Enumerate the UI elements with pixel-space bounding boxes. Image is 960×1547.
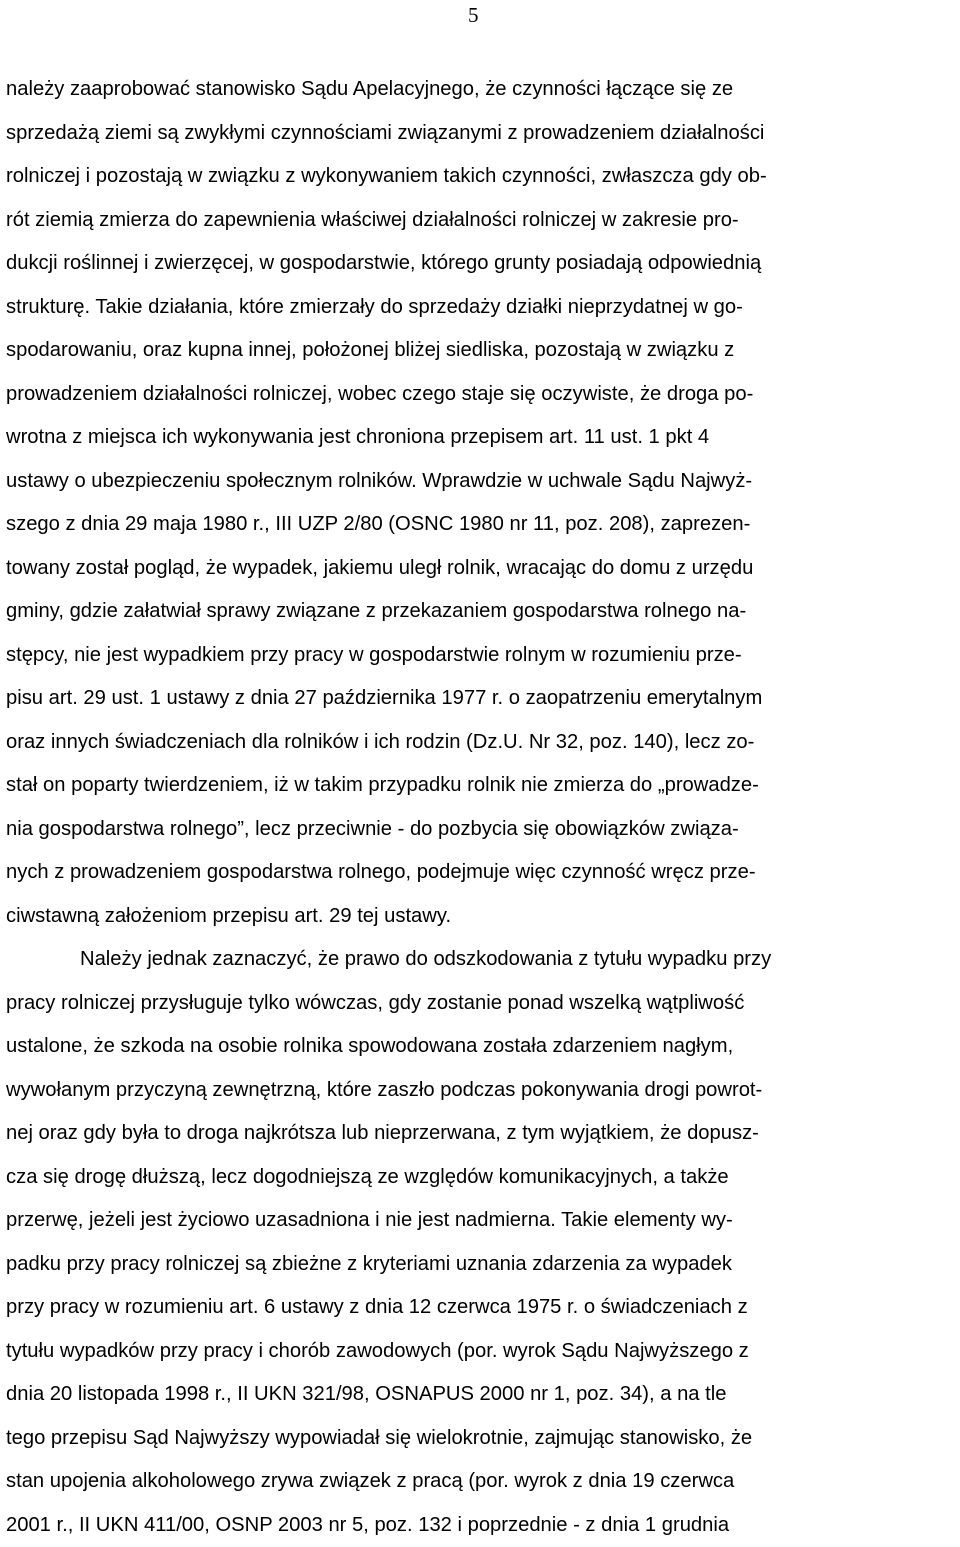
text-line: ustalone, że szkoda na osobie rolnika spowodowana została zdarzeniem nagłym, xyxy=(6,1025,956,1069)
text-line: strukturę. Takie działania, które zmierzały do sprzedaży działki nieprzydatnej w go- xyxy=(6,286,956,330)
text-line: sprzedażą ziemi są zwykłymi czynnościami związanymi z prowadzeniem działalności xyxy=(6,112,956,156)
text-line: stał on poparty twierdzeniem, iż w takim przypadku rolnik nie zmierza do „prowadze- xyxy=(6,764,956,808)
text-line: rolniczej i pozostają w związku z wykonywaniem takich czynności, zwłaszcza gdy ob- xyxy=(6,155,956,199)
paragraph-first-line: Należy jednak zaznaczyć, że prawo do odszkodowania z tytułu wypadku przy xyxy=(6,938,956,982)
text-line: rót ziemią zmierza do zapewnienia właściwej działalności rolniczej w zakresie pro- xyxy=(6,199,956,243)
text-line: ustawy o ubezpieczeniu społecznym rolników. Wprawdzie w uchwale Sądu Najwyż- xyxy=(6,460,956,504)
text-line: gminy, gdzie załatwiał sprawy związane z przekazaniem gospodarstwa rolnego na- xyxy=(6,590,956,634)
text-line: pisu art. 29 ust. 1 ustawy z dnia 27 października 1977 r. o zaopatrzeniu emerytalnym xyxy=(6,677,956,721)
text-line: tytułu wypadków przy pracy i chorób zawodowych (por. wyrok Sądu Najwyższego z xyxy=(6,1330,956,1374)
text-line: nej oraz gdy była to droga najkrótsza lub nieprzerwana, z tym wyjątkiem, że dopusz- xyxy=(6,1112,956,1156)
text-line: dukcji roślinnej i zwierzęcej, w gospodarstwie, którego grunty posiadają odpowiednią xyxy=(6,242,956,286)
text-line: pracy rolniczej przysługuje tylko wówczas, gdy zostanie ponad wszelką wątpliwość xyxy=(6,982,956,1026)
text-line: nia gospodarstwa rolnego”, lecz przeciwnie - do pozbycia się obowiązków związa- xyxy=(6,808,956,852)
text-line: stan upojenia alkoholowego zrywa związek z pracą (por. wyrok z dnia 19 czerwca xyxy=(6,1460,956,1504)
text-line: 2001 r., II UKN 411/00, OSNP 2003 nr 5, poz. 132 i poprzednie - z dnia 1 grudnia xyxy=(6,1504,956,1547)
text-line: cza się drogę dłuższą, lecz dogodniejszą ze względów komunikacyjnych, a także xyxy=(6,1156,956,1200)
text-line: spodarowaniu, oraz kupna innej, położonej bliżej siedliska, pozostają w związku z xyxy=(6,329,956,373)
text-line: prowadzeniem działalności rolniczej, wobec czego staje się oczywiste, że droga po- xyxy=(6,373,956,417)
text-line: tego przepisu Sąd Najwyższy wypowiadał się wielokrotnie, zajmując stanowisko, że xyxy=(6,1417,956,1461)
text-line: należy zaaprobować stanowisko Sądu Apelacyjnego, że czynności łączące się ze xyxy=(6,68,956,112)
text-line: nych z prowadzeniem gospodarstwa rolnego, podejmuje więc czynność wręcz prze- xyxy=(6,851,956,895)
text-line: towany został pogląd, że wypadek, jakiemu uległ rolnik, wracając do domu z urzędu xyxy=(6,547,956,591)
text-line: dnia 20 listopada 1998 r., II UKN 321/98, OSNAPUS 2000 nr 1, poz. 34), a na tle xyxy=(6,1373,956,1417)
text-line: padku przy pracy rolniczej są zbieżne z kryteriami uznania zdarzenia za wypadek xyxy=(6,1243,956,1287)
page-number: 5 xyxy=(468,2,498,28)
text-line: wrotna z miejsca ich wykonywania jest chroniona przepisem art. 11 ust. 1 pkt 4 xyxy=(6,416,956,460)
text-line: oraz innych świadczeniach dla rolników i ich rodzin (Dz.U. Nr 32, poz. 140), lecz zo- xyxy=(6,721,956,765)
text-line: przy pracy w rozumieniu art. 6 ustawy z dnia 12 czerwca 1975 r. o świadczeniach z xyxy=(6,1286,956,1330)
document-body xyxy=(6,68,956,1547)
text-line: szego z dnia 29 maja 1980 r., III UZP 2/80 (OSNC 1980 nr 11, poz. 208), zaprezen- xyxy=(6,503,956,547)
text-line: przerwę, jeżeli jest życiowo uzasadniona i nie jest nadmierna. Takie elementy wy- xyxy=(6,1199,956,1243)
text-line: ciwstawną założeniom przepisu art. 29 tej ustawy. xyxy=(6,895,956,939)
text-line: wywołanym przyczyną zewnętrzną, które zaszło podczas pokonywania drogi powrot- xyxy=(6,1069,956,1113)
text-line: stępcy, nie jest wypadkiem przy pracy w gospodarstwie rolnym w rozumieniu prze- xyxy=(6,634,956,678)
